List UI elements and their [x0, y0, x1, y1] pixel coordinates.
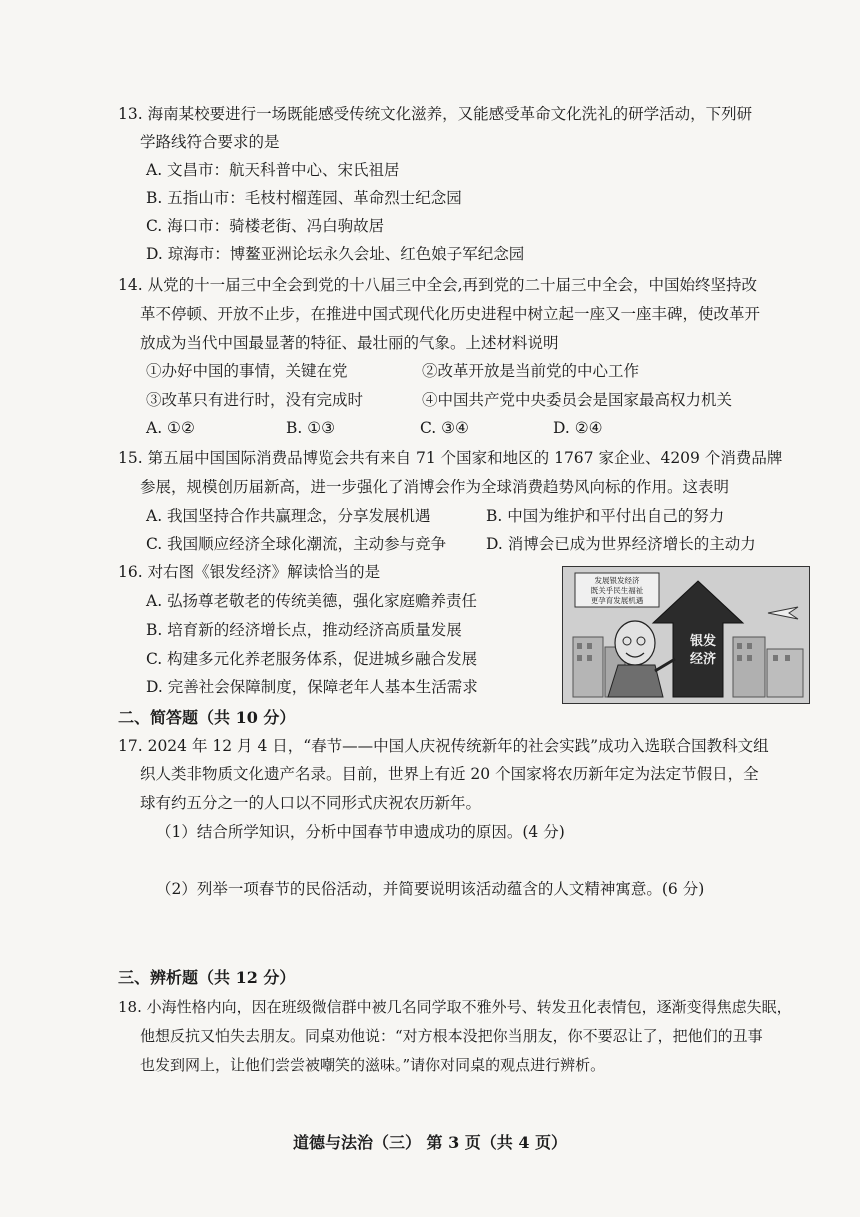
section-3-heading: 三、辨析题（共 12 分）: [118, 968, 296, 987]
q17-stem-line3: 球有约五分之一的人口以不同形式庆祝农历新年。: [140, 794, 482, 812]
q15-stem-line1: 15. 第五届中国国际消费品博览会共有来自 71 个国家和地区的 1767 家企业、4209 个消费品牌: [118, 449, 783, 467]
q14-option-d: D. ②④: [553, 419, 603, 437]
q13-option-d: D. 琼海市：博鳌亚洲论坛永久会址、红色娘子军纪念园: [146, 245, 525, 263]
q15-stem-line2: 参展，规模创历届新高，进一步强化了消博会作为全球消费趋势风向标的作用。这表明: [140, 478, 730, 496]
cartoon-caption-line2: 既关乎民生福祉: [590, 586, 644, 595]
q13-stem-line2: 学路线符合要求的是: [140, 133, 280, 151]
q14-stem-line2: 革不停顿、开放不止步，在推进中国式现代化历史进程中树立起一座又一座丰碑，使改革开: [140, 305, 761, 323]
section-2-heading: 二、简答题（共 10 分）: [118, 708, 296, 727]
q18-stem-line2: 他想反抗又怕失去朋友。同桌劝他说：“对方根本没把你当朋友，你不要忍让了，把他们的丑事: [140, 1027, 763, 1045]
q14-statement-4: ④中国共产党中央委员会是国家最高权力机关: [422, 391, 733, 409]
q17-stem-line2: 织人类非物质文化遗产名录。目前，世界上有近 20 个国家将农历新年定为法定节假日，全: [140, 765, 759, 783]
q17-stem-line1: 17. 2024 年 12 月 4 日，“春节——中国人庆祝传统新年的社会实践”成功入选联合国教科文组: [118, 737, 769, 755]
page-footer: 道德与法治（三） 第 3 页（共 4 页）: [292, 1133, 568, 1152]
q16-option-d: D. 完善社会保障制度，保障老年人基本生活需求: [146, 678, 478, 696]
q14-stem-line1: 14. 从党的十一届三中全会到党的十八届三中全会,再到党的二十届三中全会，中国始终坚持改: [118, 276, 758, 294]
q13-option-b: B. 五指山市：毛枝村榴莲园、革命烈士纪念园: [146, 189, 462, 207]
q15-option-d: D. 消博会已成为世界经济增长的主动力: [486, 535, 756, 553]
q16-stem: 16. 对右图《银发经济》解读恰当的是: [118, 563, 381, 581]
cartoon-caption-line3: 更孕育发展机遇: [590, 596, 644, 605]
q17-part-1: （1）结合所学知识，分析中国春节申遗成功的原因。(4 分): [156, 823, 565, 841]
q14-option-b: B. ①③: [286, 419, 336, 437]
q16-option-a: A. 弘扬尊老敬老的传统美德，强化家庭赡养责任: [146, 592, 478, 610]
cartoon-caption-line1: 发展银发经济: [594, 576, 640, 585]
q14-statement-2: ②改革开放是当前党的中心工作: [422, 362, 640, 380]
q14-stem-line3: 放成为当代中国最显著的特征、最壮丽的气象。上述材料说明: [140, 334, 559, 352]
q18-stem-line3: 也发到网上，让他们尝尝被嘲笑的滋味。”请你对同桌的观点进行辨析。: [140, 1056, 606, 1074]
q14-option-a: A. ①②: [146, 419, 195, 437]
cartoon-illustration: [563, 567, 809, 703]
q14-statement-1: ①办好中国的事情，关键在党: [146, 362, 348, 380]
q13-option-a: A. 文昌市：航天科普中心、宋氏祖居: [146, 161, 400, 179]
q15-option-b: B. 中国为维护和平付出自己的努力: [486, 507, 725, 525]
q16-option-c: C. 构建多元化养老服务体系，促进城乡融合发展: [146, 650, 478, 668]
q14-statement-3: ③改革只有进行时，没有完成时: [146, 391, 364, 409]
q17-part-2: （2）列举一项春节的民俗活动，并简要说明该活动蕴含的人文精神寓意。(6 分): [156, 880, 705, 898]
cartoon-arrow-text-line2: 经济: [689, 652, 717, 667]
cartoon-arrow-text-line1: 银发: [689, 634, 717, 649]
q15-option-c: C. 我国顺应经济全球化潮流，主动参与竞争: [146, 535, 447, 553]
q15-option-a: A. 我国坚持合作共赢理念，分享发展机遇: [146, 507, 431, 525]
silver-economy-cartoon: [562, 566, 810, 704]
q13-stem-line1: 13. 海南某校要进行一场既能感受传统文化滋养，又能感受革命文化洗礼的研学活动，下列研: [118, 105, 753, 123]
q16-option-b: B. 培育新的经济增长点，推动经济高质量发展: [146, 621, 462, 639]
q18-stem-line1: 18. 小海性格内向，因在班级微信群中被几名同学取不雅外号、转发丑化表情包，逐渐变得焦虑失眠，: [118, 998, 792, 1016]
q13-option-c: C. 海口市：骑楼老街、冯白驹故居: [146, 217, 385, 235]
q14-option-c: C. ③④: [420, 419, 469, 437]
